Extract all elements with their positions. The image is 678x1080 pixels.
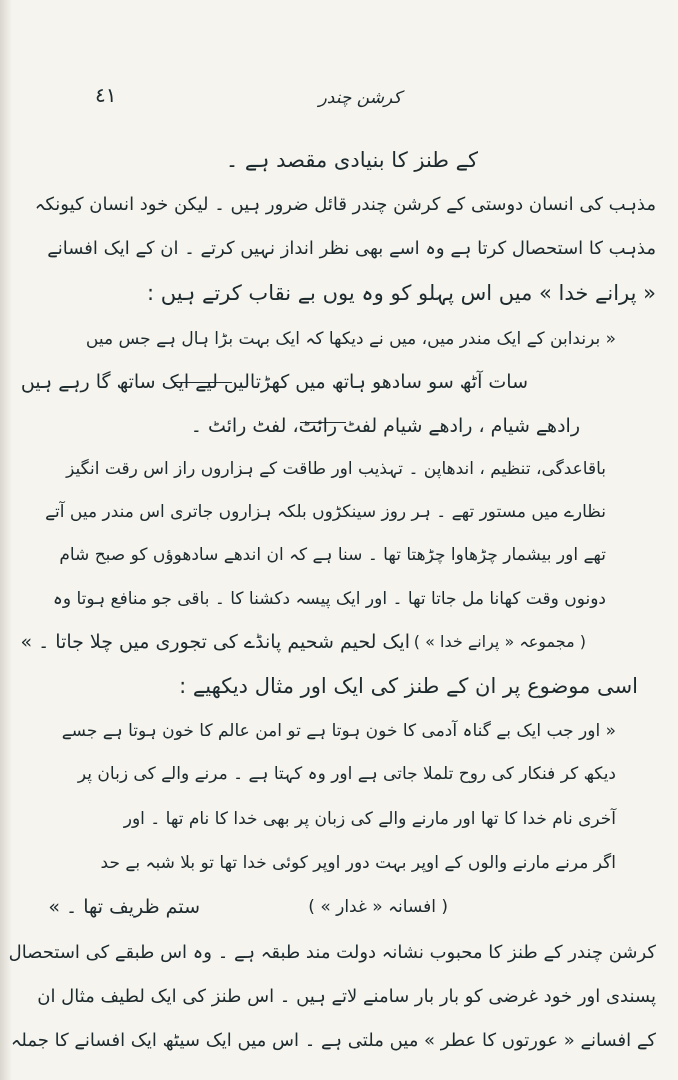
quote-line: دیکھ کر فنکار کی روح تلملا جاتی ہے اور وہ کہتا ہے ۔ مرنے والے کی زبان پر	[77, 764, 616, 784]
quote-line: رادھے شیام ، رادھے شیام لفٹ رائٹ، لفٹ رائٹ ۔	[190, 415, 580, 437]
quote-line: دونوں وقت کھانا مل جاتا تھا ۔ اور ایک پیسہ دکشنا کا ۔ باقی جو منافع ہوتا وہ	[52, 589, 606, 609]
page-edge-shadow	[0, 0, 12, 1080]
dash-rule	[300, 422, 346, 423]
text-line: اسی موضوع پر ان کے طنز کی ایک اور مثال دیکھیے :	[179, 674, 638, 698]
quote-line: ایک لحیم شحیم پانڈے کی تجوری میں چلا جاتا ۔ »	[20, 631, 410, 653]
page-number: ٤١	[95, 83, 117, 107]
quote-line: سات آٹھ سو سادھو ہاتھ میں کھڑتالیں لیے ایک ساتھ گا رہے ہیں	[20, 371, 528, 393]
dash-rule	[174, 382, 232, 383]
quote-line: « اور جب ایک بے گناہ آدمی کا خون ہوتا ہے تو امن عالم کا خون ہوتا ہے جسے	[61, 721, 616, 741]
quote-line: « برندابن کے ایک مندر میں، میں نے دیکھا کہ ایک بہت بڑا ہال ہے جس میں	[85, 329, 616, 349]
source-citation: ( افسانہ « غدار » )	[308, 897, 448, 917]
quote-line: آخری نام خدا کا تھا اور مارنے والے کی زبان پر بھی خدا کا نام تھا ۔ اور	[123, 809, 616, 829]
text-line: پسندی اور خود غرضی کو بار بار سامنے لاتے ہیں ۔ اس طنز کی ایک لطیف مثال ان	[37, 986, 656, 1007]
quote-line: تھے اور بیشمار چڑھاوا چڑھتا تھا ۔ سنا ہے کہ ان اندھے سادھوؤں کو صبح شام	[59, 545, 606, 565]
text-line: مذہب کی انسان دوستی کے کرشن چندر قائل ضرور ہیں ۔ لیکن خود انسان کیونکہ	[34, 194, 656, 215]
text-line: کے طنز کا بنیادی مقصد ہے ۔	[225, 148, 478, 172]
text-line: « پرانے خدا » میں اس پہلو کو وہ یوں بے نقاب کرتے ہیں :	[146, 281, 656, 305]
quote-line: باقاعدگی، تنظیم ، اندھاپن ۔ تہذیب اور طاقت کے ہزاروں راز اس رقت انگیز	[66, 459, 606, 479]
quote-line: ستم ظریف تھا ۔ »	[48, 896, 200, 918]
text-line: کرشن چندر کے طنز کا محبوب نشانہ دولت مند طبقہ ہے ۔ وہ اس طبقے کی استحصال	[8, 942, 656, 963]
quote-line: اگر مرنے مارنے والوں کے اوپر بہت دور اوپر کوئی خدا تھا تو بلا شبہ بے حد	[100, 853, 616, 873]
source-citation: ( مجموعہ « پرانے خدا » )	[413, 632, 586, 651]
quote-line: نظارے میں مستور تھے ۔ ہر روز سینکڑوں بلکہ ہزاروں جاتری اس مندر میں آتے	[45, 502, 606, 522]
running-header: کرشن چندر	[318, 88, 402, 108]
text-line: کے افسانے « عورتوں کا عطر » میں ملتی ہے ۔ اس میں ایک سیٹھ ایک افسانے کا جملہ	[10, 1030, 656, 1051]
text-line: مذہب کا استحصال کرتا ہے وہ اسے بھی نظر انداز نہیں کرتے ۔ ان کے ایک افسانے	[47, 238, 656, 259]
